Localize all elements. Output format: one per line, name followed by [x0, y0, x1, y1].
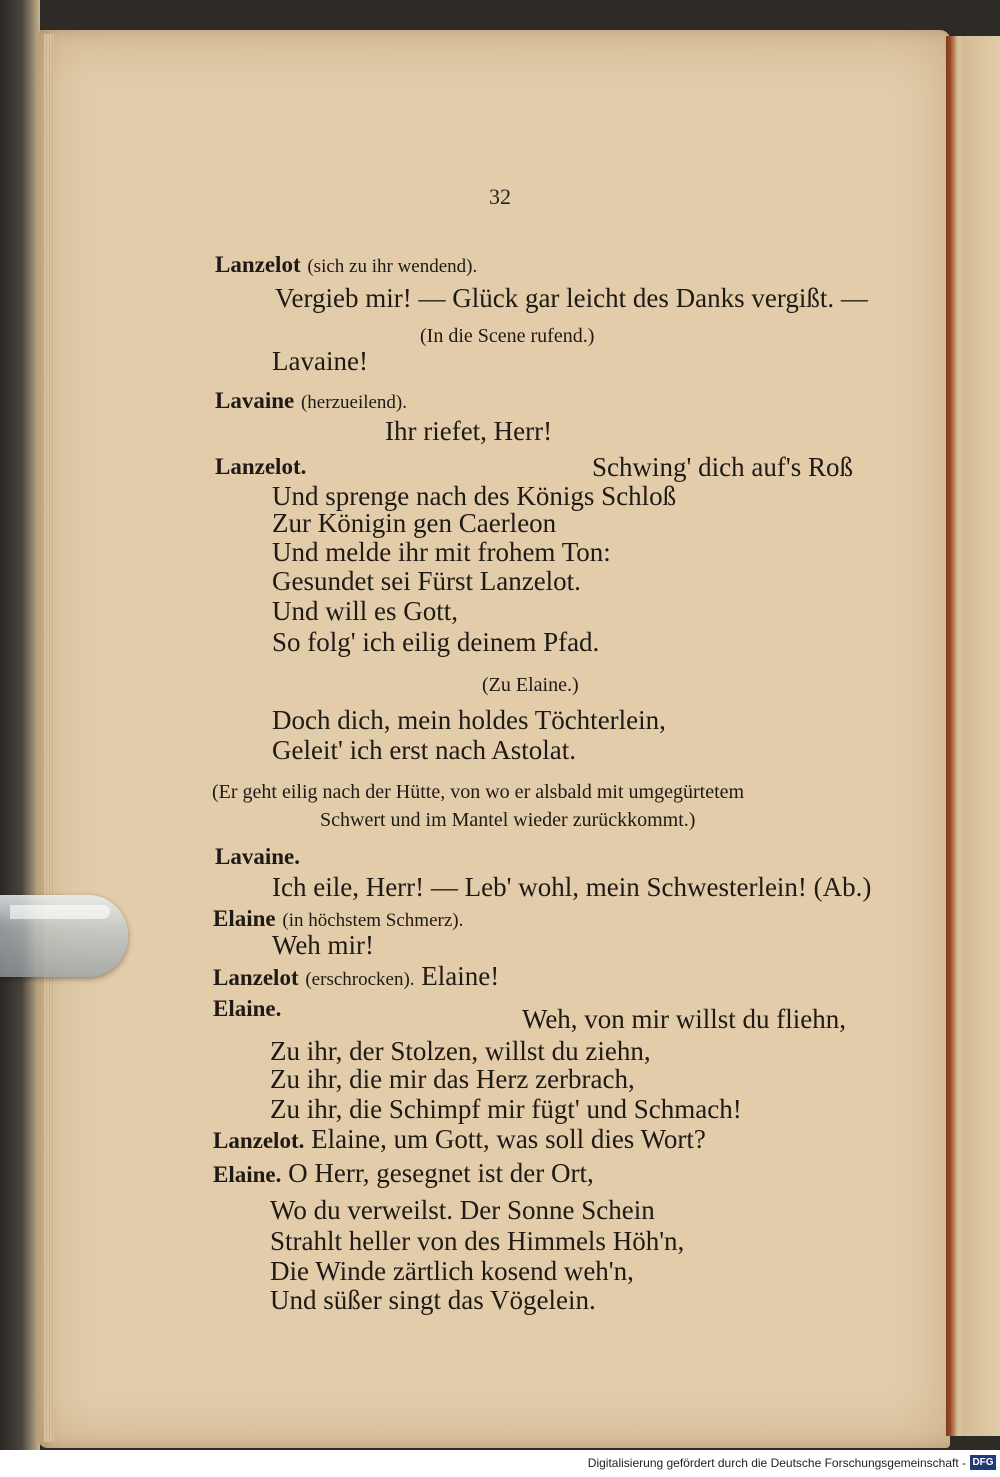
- verse-line: Vergieb mir! — Glück gar leicht des Danks vergißt. —: [275, 283, 868, 313]
- page-number: 32: [489, 184, 511, 209]
- verse-line: Wo du verweilst. Der Sonne Schein: [270, 1195, 655, 1225]
- verse-line: Strahlt heller von des Himmels Höh'n,: [270, 1226, 685, 1256]
- speaker-name: Elaine.: [213, 1162, 282, 1187]
- speaker-name: Lavaine.: [215, 844, 300, 869]
- text-line: [215, 250, 477, 277]
- verse-line: Ich eile, Herr! — Leb' wohl, mein Schwesterlein! (Ab.): [272, 872, 872, 902]
- verse-line: Elaine!: [421, 961, 500, 991]
- verse-line: Schwing' dich auf's Roß: [592, 452, 853, 482]
- speaker-name: Lanzelot.: [213, 1128, 305, 1153]
- verse-line: Weh, von mir willst du fliehn,: [522, 1004, 847, 1034]
- stage-direction: (herzueilend).: [300, 392, 408, 413]
- verse-line: Gesundet sei Fürst Lanzelot.: [272, 566, 581, 596]
- verse-line: Lavaine!: [272, 346, 368, 376]
- stage-direction: (In die Scene rufend.): [420, 325, 595, 347]
- text-line: [213, 994, 281, 1021]
- dfg-logo-icon: DFG: [970, 1455, 996, 1470]
- verse-line: Zu ihr, die mir das Herz zerbrach,: [270, 1064, 635, 1094]
- speaker-name: Lanzelot: [215, 252, 301, 277]
- verse-line: Und will es Gott,: [272, 596, 458, 626]
- verse-line: O Herr, gesegnet ist der Ort,: [288, 1158, 594, 1188]
- verse-line: Zu ihr, der Stolzen, willst du ziehn,: [270, 1036, 651, 1066]
- verse-line: Elaine, um Gott, was soll dies Wort?: [311, 1124, 706, 1154]
- stage-direction: (erschrocken).: [305, 969, 415, 990]
- text-line: [213, 904, 463, 931]
- speaker-name: Lanzelot.: [215, 454, 307, 479]
- verse-line: Zu ihr, die Schimpf mir fügt' und Schmach!: [270, 1094, 742, 1124]
- verse-line: Ihr riefet, Herr!: [385, 416, 553, 446]
- stage-direction: (Er geht eilig nach der Hütte, von wo er alsbald mit umgegürtetem: [212, 781, 745, 803]
- verse-line: Die Winde zärtlich kosend weh'n,: [270, 1256, 634, 1286]
- speaker-name: Elaine: [213, 906, 276, 931]
- stage-direction: (Zu Elaine.): [482, 674, 579, 696]
- speaker-name: Elaine.: [213, 996, 282, 1021]
- verse-line: So folg' ich eilig deinem Pfad.: [272, 627, 600, 657]
- verse-line: Und süßer singt das Vögelein.: [270, 1285, 596, 1315]
- text-line: [213, 1160, 594, 1187]
- stage-direction: (sich zu ihr wendend).: [307, 256, 478, 277]
- verse-line: Doch dich, mein holdes Töchterlein,: [272, 705, 666, 735]
- footer-bar: [0, 1450, 1000, 1477]
- stage-direction: (in höchstem Schmerz).: [282, 910, 464, 931]
- speaker-name: Lanzelot: [213, 965, 299, 990]
- verse-line: Zur Königin gen Caerleon: [272, 508, 557, 538]
- glass-highlight: [10, 905, 110, 919]
- text-line: [213, 1126, 706, 1153]
- text-line: [215, 842, 300, 869]
- speaker-name: Lavaine: [215, 388, 295, 413]
- text-line: [215, 452, 306, 479]
- funding-credit: Digitalisierung gefördert durch die Deutsche Forschungsgemeinschaft -: [587, 1456, 966, 1470]
- stage-direction: Schwert und im Mantel wieder zurückkommt.): [320, 809, 696, 831]
- verse-line: Geleit' ich erst nach Astolat.: [272, 735, 577, 765]
- text-line: [215, 386, 407, 413]
- verse-line: Und sprenge nach des Königs Schloß: [272, 481, 677, 511]
- verse-line: Und melde ihr mit frohem Ton:: [272, 537, 611, 567]
- verse-line: Weh mir!: [272, 930, 375, 960]
- text-line: [213, 963, 499, 990]
